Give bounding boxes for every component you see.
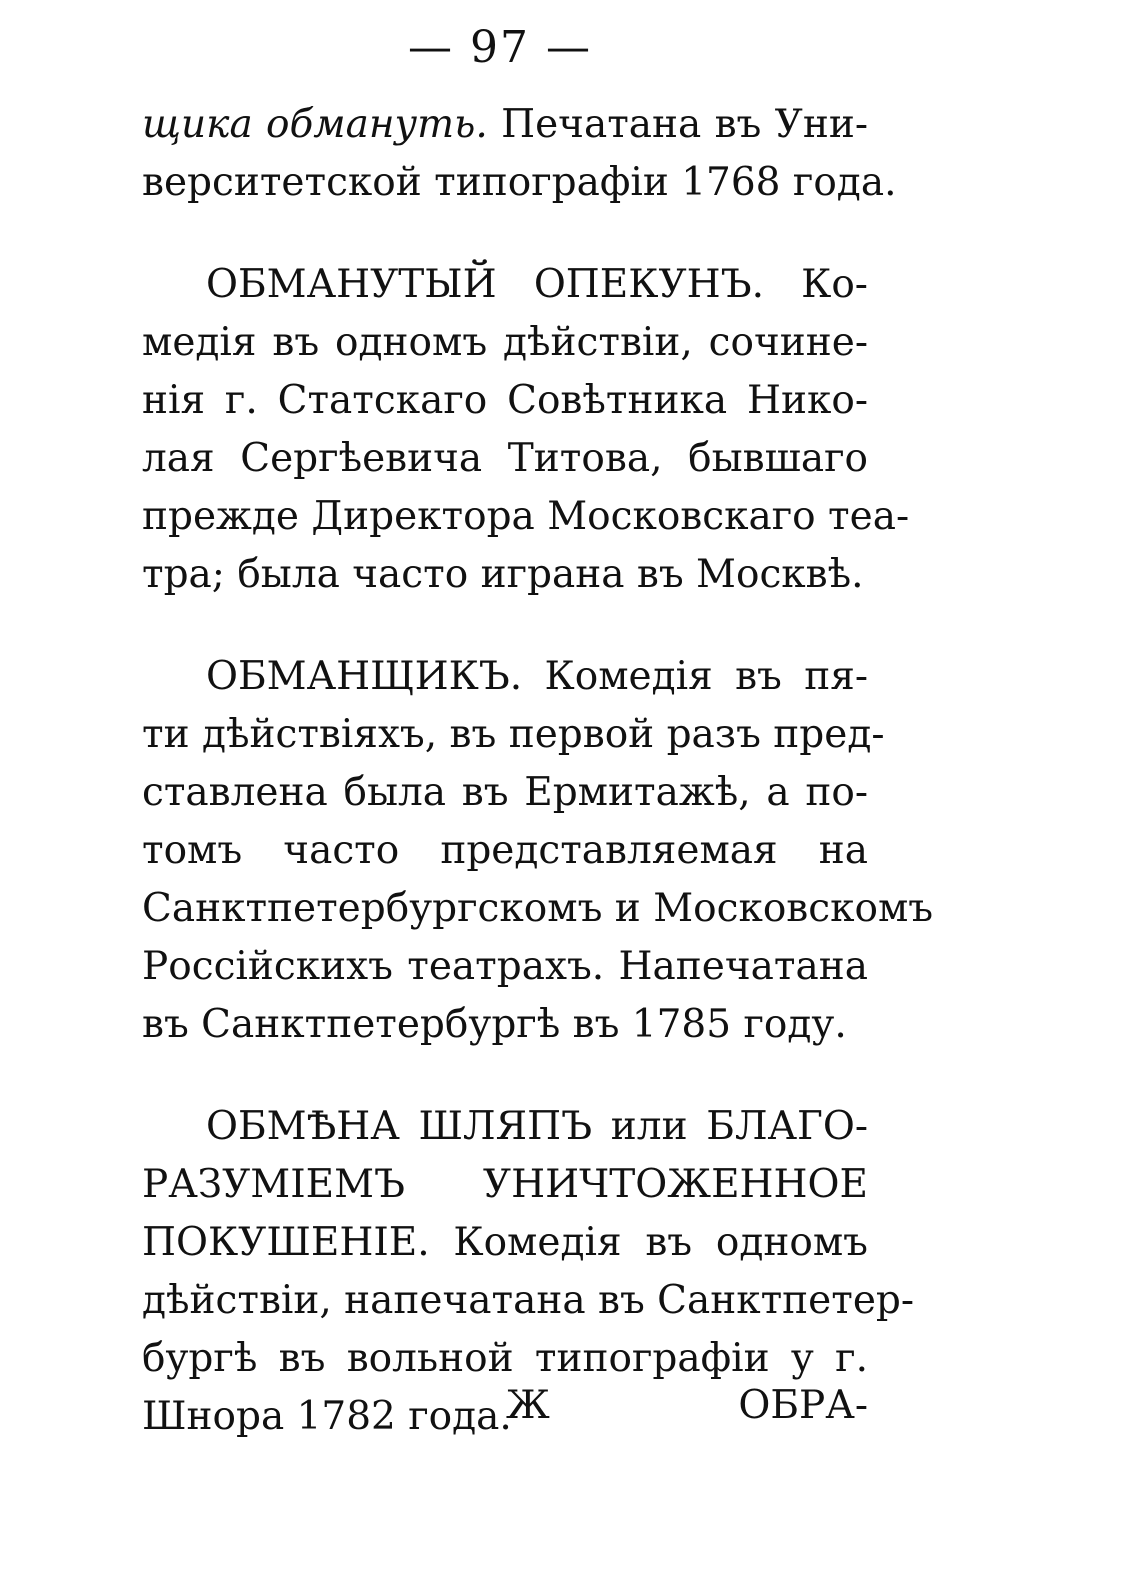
line-text: верситетской типографіи 1768 года. <box>142 160 897 205</box>
catchword: ОБРА- <box>738 1383 868 1428</box>
text-line <box>142 546 868 604</box>
paragraph-gap <box>142 1054 868 1098</box>
line-text: ОБМѢНА ШЛЯПЪ или БЛАГО- <box>206 1104 868 1149</box>
line-text: ОБМАНЩИКЪ. Комедія въ пя- <box>206 654 868 699</box>
line-text: прежде Директора Московскаго теа- <box>142 494 910 539</box>
text-line <box>142 154 897 212</box>
catalog-entry <box>142 648 934 1054</box>
text-line <box>142 938 868 996</box>
text-line <box>142 1214 868 1272</box>
text-line <box>142 648 868 706</box>
text-line <box>142 256 868 314</box>
text-line <box>142 372 868 430</box>
line-text: въ Санктпетербургѣ въ 1785 году. <box>142 1002 847 1047</box>
text-line <box>142 996 868 1054</box>
line-text: ПОКУШЕНІЕ. Комедія въ одномъ <box>142 1220 868 1265</box>
italic-title-fragment: щика обмануть. <box>142 102 488 147</box>
text-line <box>142 764 868 822</box>
line-text: медія въ одномъ дѣйствіи, сочине- <box>142 320 868 365</box>
text-line <box>142 1272 915 1330</box>
line-text: лая Сергѣевича Титова, бывшаго <box>142 436 868 481</box>
text-line <box>142 1156 868 1214</box>
line-text: ти дѣйствіяхъ, въ первой разъ пред- <box>142 712 885 757</box>
paragraph-gap <box>142 604 868 648</box>
text-line <box>142 880 934 938</box>
catalog-entry <box>142 96 897 212</box>
text-line <box>142 96 868 154</box>
line-text: нія г. Статскаго Совѣтника Нико- <box>142 378 868 423</box>
page-number: — 97 — <box>408 22 592 73</box>
line-text: ставлена была въ Ермитажѣ, а по- <box>142 770 868 815</box>
line-text: томъ часто представляемая на <box>142 828 868 873</box>
line-text: бургѣ въ вольной типографіи у г. <box>142 1336 868 1381</box>
text-line <box>142 822 868 880</box>
line-text: Печатана въ Уни- <box>487 102 868 147</box>
page-footer <box>142 1376 868 1436</box>
text-line <box>142 430 868 488</box>
text-line <box>142 1098 868 1156</box>
line-text: РАЗУМІЕМЪ УНИЧТОЖЕННОЕ <box>142 1162 868 1207</box>
signature-mark: Ж <box>506 1383 550 1428</box>
text-line <box>142 488 910 546</box>
line-text: тра; была часто играна въ Москвѣ. <box>142 552 864 597</box>
text-line <box>142 314 868 372</box>
paragraph-gap <box>142 212 868 256</box>
line-text: Шнора 1782 года. <box>142 1394 512 1439</box>
line-text: дѣйствіи, напечатана въ Санктпетер- <box>142 1278 915 1323</box>
text-column <box>142 96 934 1446</box>
line-text: Россійскихъ театрахъ. Напечатана <box>142 944 868 989</box>
line-text: ОБМАНУТЫЙ ОПЕКУНЪ. Ко- <box>206 262 868 307</box>
catalog-entry <box>142 256 910 604</box>
line-text: Санктпетербургскомъ и Московскомъ <box>142 886 934 931</box>
text-line <box>142 706 885 764</box>
